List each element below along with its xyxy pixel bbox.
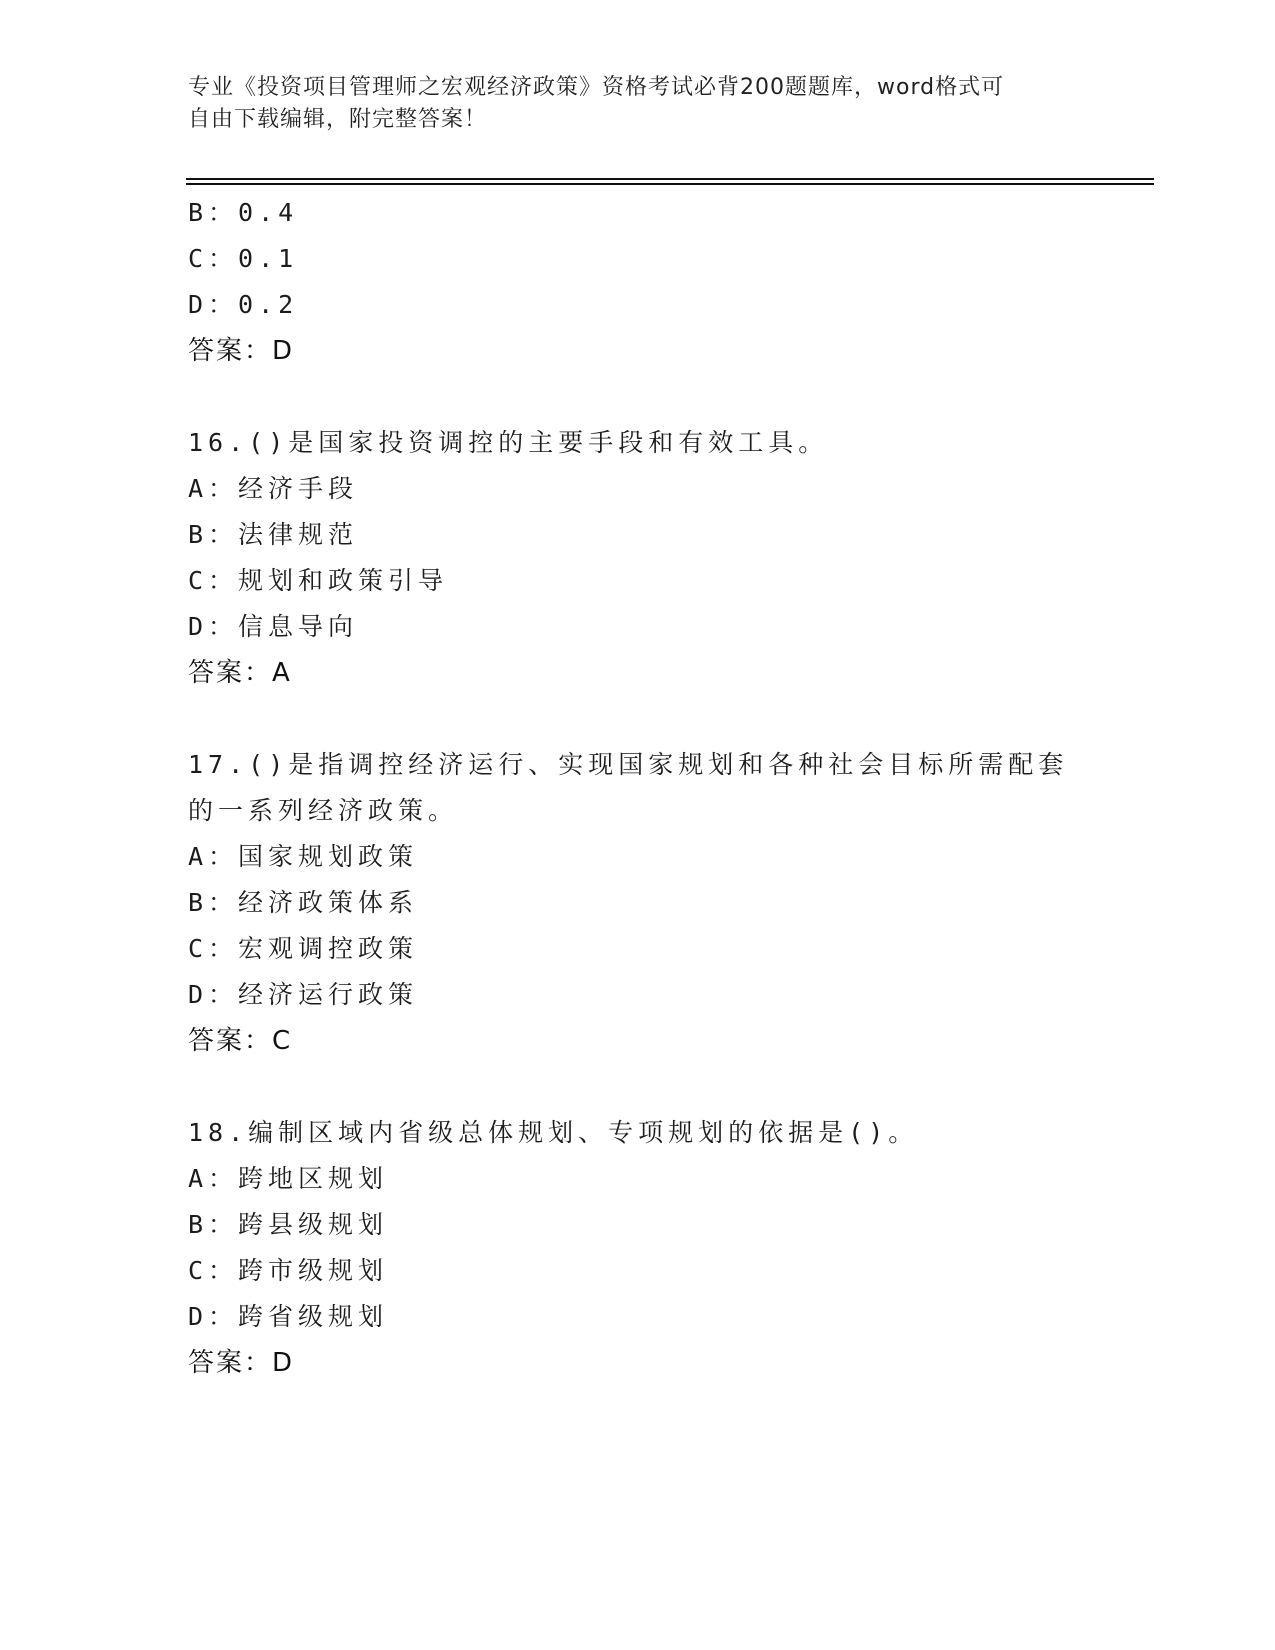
option-b: B：法律规范 [188, 520, 359, 549]
option-c: C：跨市级规划 [188, 1256, 389, 1285]
document-header [188, 72, 1088, 136]
option-d: D：经济运行政策 [188, 980, 419, 1009]
answer-line: 答案：D [188, 336, 295, 366]
question-17 [188, 742, 1088, 1064]
header-line-2: 自由下载编辑，附完整答案！ [188, 107, 488, 132]
option-a: A：经济手段 [188, 474, 359, 503]
question-text: 18.编制区域内省级总体规划、专项规划的依据是()。 [188, 1118, 919, 1147]
question-continued [188, 190, 1088, 374]
option-c: C：规划和政策引导 [188, 566, 449, 595]
option-b: B：0.4 [188, 198, 299, 227]
header-divider-top [186, 178, 1154, 180]
option-d: D：0.2 [188, 290, 299, 319]
option-b: B：经济政策体系 [188, 888, 419, 917]
answer-line: 答案：D [188, 1348, 295, 1378]
spacer [188, 696, 1088, 742]
spacer [188, 1064, 1088, 1110]
header-divider-bottom [186, 183, 1154, 185]
question-list [188, 190, 1088, 1386]
option-d: D：跨省级规划 [188, 1302, 389, 1331]
answer-line: 答案：C [188, 1026, 293, 1056]
option-a: A：国家规划政策 [188, 842, 419, 871]
option-b: B：跨县级规划 [188, 1210, 389, 1239]
answer-line: 答案：A [188, 658, 292, 688]
option-d: D：信息导向 [188, 612, 359, 641]
option-c: C：0.1 [188, 244, 299, 273]
question-16 [188, 420, 1088, 696]
question-text: 17.()是指调控经济运行、实现国家规划和各种社会目标所需配套的一系列经济政策。 [188, 750, 1069, 825]
header-line-1: 专业《投资项目管理师之宏观经济政策》资格考试必背200题题库，word格式可 [188, 75, 1005, 100]
question-text: 16.()是国家投资调控的主要手段和有效工具。 [188, 428, 829, 457]
spacer [188, 374, 1088, 420]
option-c: C：宏观调控政策 [188, 934, 419, 963]
option-a: A：跨地区规划 [188, 1164, 389, 1193]
question-18 [188, 1110, 1088, 1386]
